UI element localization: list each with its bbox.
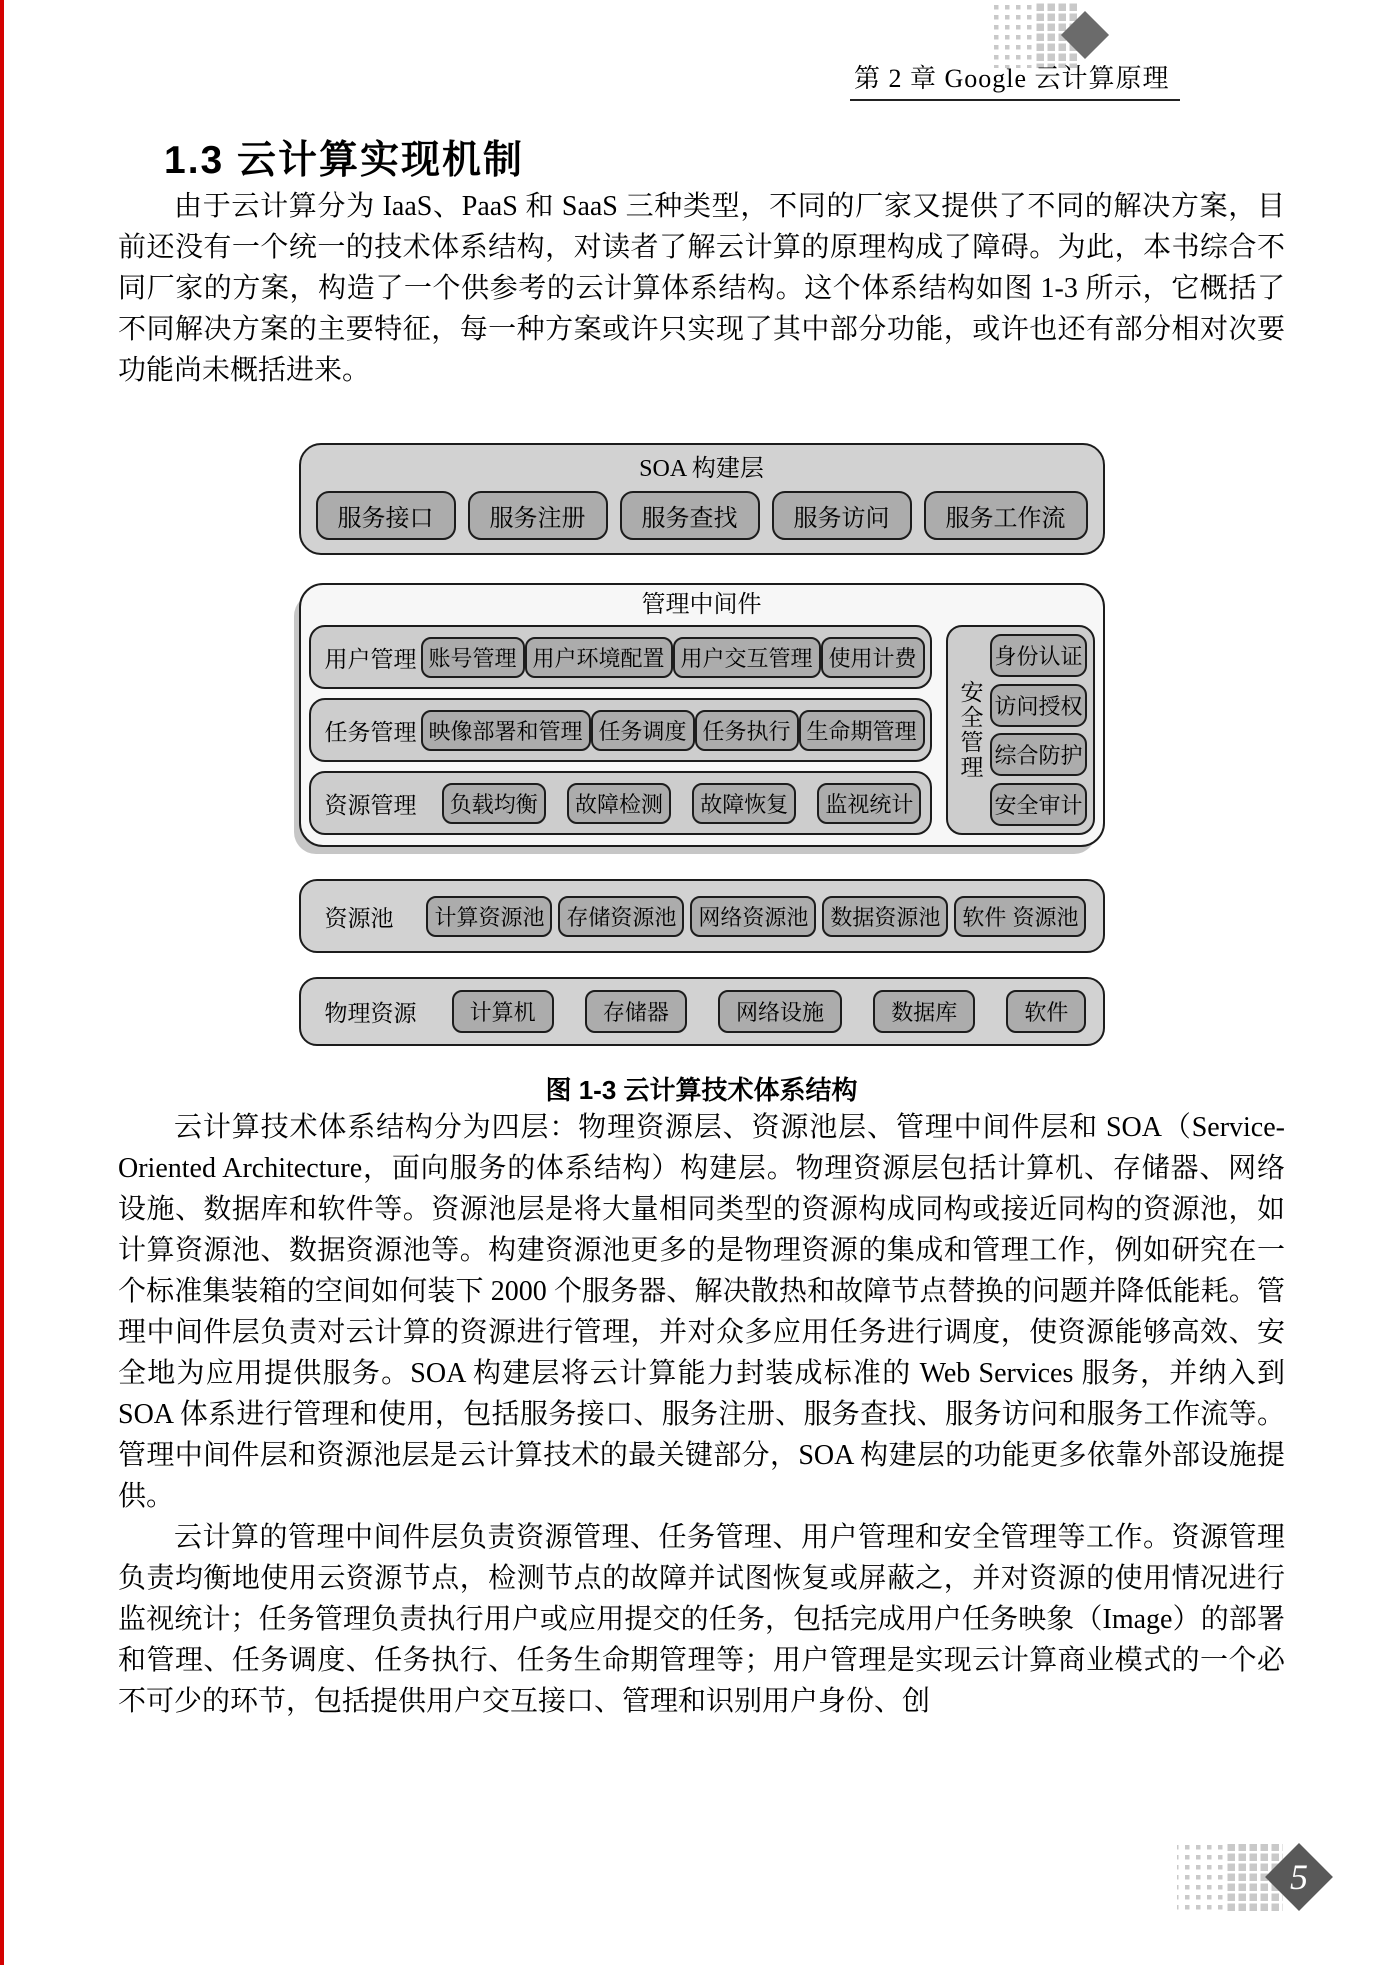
paragraph-architecture: 云计算技术体系结构分为四层：物理资源层、资源池层、管理中间件层和 SOA（Service-Oriented Architecture，面向服务的体系结构）构建层。物理资源层包括计算机、存储器、网络设施、数据库和软件等。资源池层是将大量相同类型的资源构成同构或接近同构的资源池，如计算资源池、数据资源池等。构建资源池更多的是物理资源的集成和管理工作，例如研究在一个标准集装箱的空间如何装下 2000 个服务器、解决散热和故障节点替换的问题并降低能耗。管理中间件层负责对云计算的资源进行管理，并对众多应用任务进行调度，使资源能够高效、安全地为应用提供服务。SOA 构建层将云计算能力封装成标准的 Web Services 服务，并纳入到 SOA 体系进行管理和使用，包括服务接口、服务注册、服务查找、服务访问和服务工作流等。管理中间件层和资源池层是云计算技术的最关键部分，SOA 构建层的功能更多依靠外部设施提供。 — [118, 1112, 1285, 1512]
middleware-rows — [309, 625, 933, 835]
pool-item: 计算资源池 — [426, 896, 552, 937]
middleware-layer-box — [299, 583, 1105, 847]
soa-layer-box — [299, 443, 1105, 555]
row-label: 任务管理 — [324, 718, 417, 745]
row-label: 资源管理 — [324, 791, 417, 818]
physical-item: 存储器 — [585, 990, 687, 1033]
middleware-item: 监视统计 — [817, 783, 921, 824]
pool-item: 软件 资源池 — [954, 896, 1086, 937]
middleware-layer-title: 管理中间件 — [641, 592, 762, 618]
section-title: 1.3 云计算实现机制 — [164, 139, 525, 182]
paragraph-intro: 由于云计算分为 IaaS、PaaS 和 SaaS 三种类型，不同的厂家又提供了不同的解决方案，目前还没有一个统一的技术体系结构，对读者了解云计算的原理构成了障碍。为此，本书综合不同厂家的方案，构造了一个供参考的云计算体系结构。这个体系结构如图 1-3 所示，它概括了不同解决方案的主要特征，每一种方案或许只实现了其中部分功能，或许也还有部分相对次要功能尚未概括进来。 — [118, 191, 1285, 386]
middleware-body — [309, 625, 1095, 835]
middleware-item: 映像部署和管理 — [421, 710, 591, 751]
middleware-item: 负载均衡 — [442, 783, 546, 824]
page-content — [118, 0, 1285, 1722]
security-item: 身份认证 — [990, 634, 1086, 677]
security-item: 访问授权 — [990, 684, 1086, 727]
physical-resource-layer-box — [299, 977, 1105, 1046]
security-item: 综合防护 — [990, 733, 1086, 776]
figure-diagram — [299, 443, 1105, 1046]
corner-ornament-bottom-icon — [1171, 1842, 1341, 1914]
security-label: 安全管理 — [957, 680, 984, 780]
soa-item: 服务接口 — [316, 491, 456, 540]
soa-item: 服务访问 — [772, 491, 912, 540]
figure-caption: 图 1-3 云计算技术体系结构 — [545, 1075, 858, 1105]
pool-item: 网络资源池 — [690, 896, 816, 937]
row-label: 资源池 — [324, 904, 394, 931]
resource-management-row — [309, 771, 933, 835]
middleware-item: 账号管理 — [421, 637, 525, 678]
security-item: 安全审计 — [990, 783, 1086, 826]
middleware-item: 使用计费 — [821, 637, 925, 678]
middleware-item: 故障检测 — [567, 783, 671, 824]
row-label: 物理资源 — [324, 1000, 417, 1026]
physical-item: 软件 — [1006, 990, 1086, 1033]
physical-item: 数据库 — [873, 990, 975, 1033]
middleware-item: 任务调度 — [591, 710, 695, 751]
physical-item: 网络设施 — [718, 990, 842, 1033]
soa-item: 服务工作流 — [924, 491, 1088, 540]
security-management-box — [946, 625, 1094, 835]
middleware-item: 生命期管理 — [799, 710, 925, 751]
resource-pool-layer-box — [299, 879, 1105, 953]
user-management-row — [309, 625, 933, 689]
middleware-item: 故障恢复 — [692, 783, 796, 824]
page-number: 5 — [1290, 1857, 1308, 1897]
chapter-title: 第 2 章 Google 云计算原理 — [854, 64, 1170, 93]
soa-item: 服务查找 — [620, 491, 760, 540]
paragraph-middleware: 云计算的管理中间件层负责资源管理、任务管理、用户管理和安全管理等工作。资源管理负责均衡地使用云资源节点，检测节点的故障并试图恢复或屏蔽之，并对资源的使用情况进行监视统计；任务管理负责执行用户或应用提交的任务，包括完成用户任务映象（Image）的部署和管理、任务调度、任务执行、任务生命期管理等；用户管理是实现云计算商业模式的一个必不可少的环节，包括提供用户交互接口、管理和识别用户身份、创 — [118, 1522, 1285, 1717]
physical-item: 计算机 — [452, 990, 554, 1033]
soa-layer-title: SOA 构建层 — [639, 456, 764, 482]
soa-item: 服务注册 — [468, 491, 608, 540]
middleware-item: 用户交互管理 — [673, 637, 821, 678]
task-management-row — [309, 698, 933, 762]
security-items — [990, 634, 1086, 826]
middleware-item: 任务执行 — [695, 710, 799, 751]
middleware-item: 用户环境配置 — [525, 637, 673, 678]
row-label: 用户管理 — [324, 645, 417, 672]
left-margin-stripe — [0, 0, 4, 1965]
pool-item: 数据资源池 — [822, 896, 948, 937]
soa-items-row — [316, 491, 1088, 540]
pool-item: 存储资源池 — [558, 896, 684, 937]
